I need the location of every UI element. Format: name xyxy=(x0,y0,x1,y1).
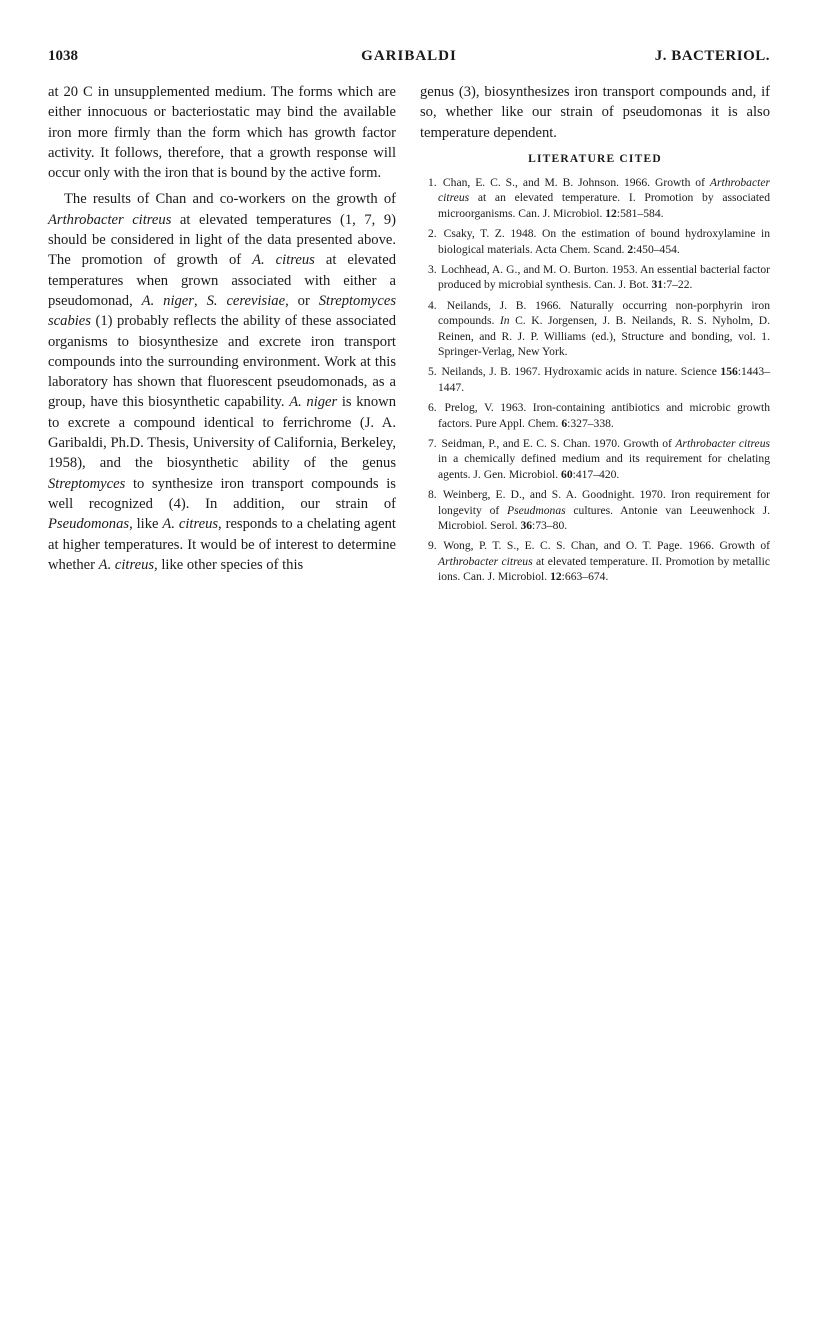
right-column xyxy=(420,82,770,590)
reference-item: 4. Neilands, J. B. 1966. Naturally occurring non-porphyrin iron compounds. In C. K. Jorgensen, J. B. Neilands, R. S. Nyholm, D. Reinen, and R. J. P. Williams (ed.), Structure and bonding, vol. 1. Springer-Verlag, New York. xyxy=(428,298,770,358)
journal-name: J. BACTERIOL. xyxy=(654,48,770,64)
reference-item: 7. Seidman, P., and E. C. S. Chan. 1970. Growth of Arthrobacter citreus in a chemically defined medium and its requirement for chelating agents. J. Gen. Microbiol. 60:417–420. xyxy=(428,436,770,481)
paragraph-1: at 20 C in unsupplemented medium. The forms which are either innocuous or bacteriostatic may bind the available iron more firmly than the form which has growth factor activity. It follows, therefore, that a growth response will occur only with the iron that is bound by the active form. xyxy=(48,84,396,182)
reference-item: 5. Neilands, J. B. 1967. Hydroxamic acids in nature. Science 156:1443–1447. xyxy=(428,365,770,394)
running-header xyxy=(48,48,770,70)
paragraph-2: The results of Chan and co-workers on the growth of Arthrobacter citreus at elevated temperatures (1, 7, 9) should be considered in light of the data presented above. The promotion of growth of A. citreus at elevated temperatures when grown associated with either a pseudomonad, A. niger, S. cerevisiae, or Streptomyces scabies (1) probably reflects the ability of these associated organisms to biosynthesize and excrete iron transport compounds into the surrounding environment. Work at this laboratory has shown that fluorescent pseudomonads, as a group, have this biosynthetic capability. A. niger is known to excrete a compound identical to ferrichrome (J. A. Garibaldi, Ph.D. Thesis, University of California, Berkeley, 1958), and the biosynthetic ability of the genus Streptomyces to synthesize iron transport compounds is well recognized (4). In addition, our strain of Pseudomonas, like A. citreus, responds to a chelating agent at higher temperatures. It would be of interest to determine whether A. citreus, like other species of this xyxy=(48,191,396,573)
reference-item: 1. Chan, E. C. S., and M. B. Johnson. 1966. Growth of Arthrobacter citreus at an elevated temperature. I. Promotion by associated microorganisms. Can. J. Microbiol. 12:581–584. xyxy=(428,175,770,220)
reference-item: 9. Wong, P. T. S., E. C. S. Chan, and O. T. Page. 1966. Growth of Arthrobacter citreus at elevated temperature. II. Promotion by metallic ions. Can. J. Microbiol. 12:663–674. xyxy=(428,539,770,584)
reference-item: 3. Lochhead, A. G., and M. O. Burton. 1953. An essential bacterial factor produced by microbial synthesis. Can. J. Bot. 31:7–22. xyxy=(428,262,770,292)
literature-cited-heading: LITERATURE CITED xyxy=(528,152,662,165)
reference-item: 2. Csaky, T. Z. 1948. On the estimation of bound hydroxylamine in biological materials. Acta Chem. Scand. 2:450–454. xyxy=(428,227,771,256)
reference-item: 8. Weinberg, E. D., and S. A. Goodnight. 1970. Iron requirement for longevity of Pseudmonas cultures. Antonie van Leeuwenhock J. Microbiol. Serol. 36:73–80. xyxy=(428,488,770,533)
left-column xyxy=(48,82,396,575)
running-author: GARIBALDI xyxy=(361,48,457,64)
reference-item: 6. Prelog, V. 1963. Iron-containing antibiotics and microbic growth factors. Pure Appl. Chem. 6:327–338. xyxy=(428,401,770,430)
page-number: 1038 xyxy=(48,48,78,64)
reference-list xyxy=(420,175,770,585)
paragraph-continued: genus (3), biosynthesizes iron transport compounds and, if so, whether like our strain of pseudomonas it is also temperature dependent. xyxy=(420,84,770,141)
